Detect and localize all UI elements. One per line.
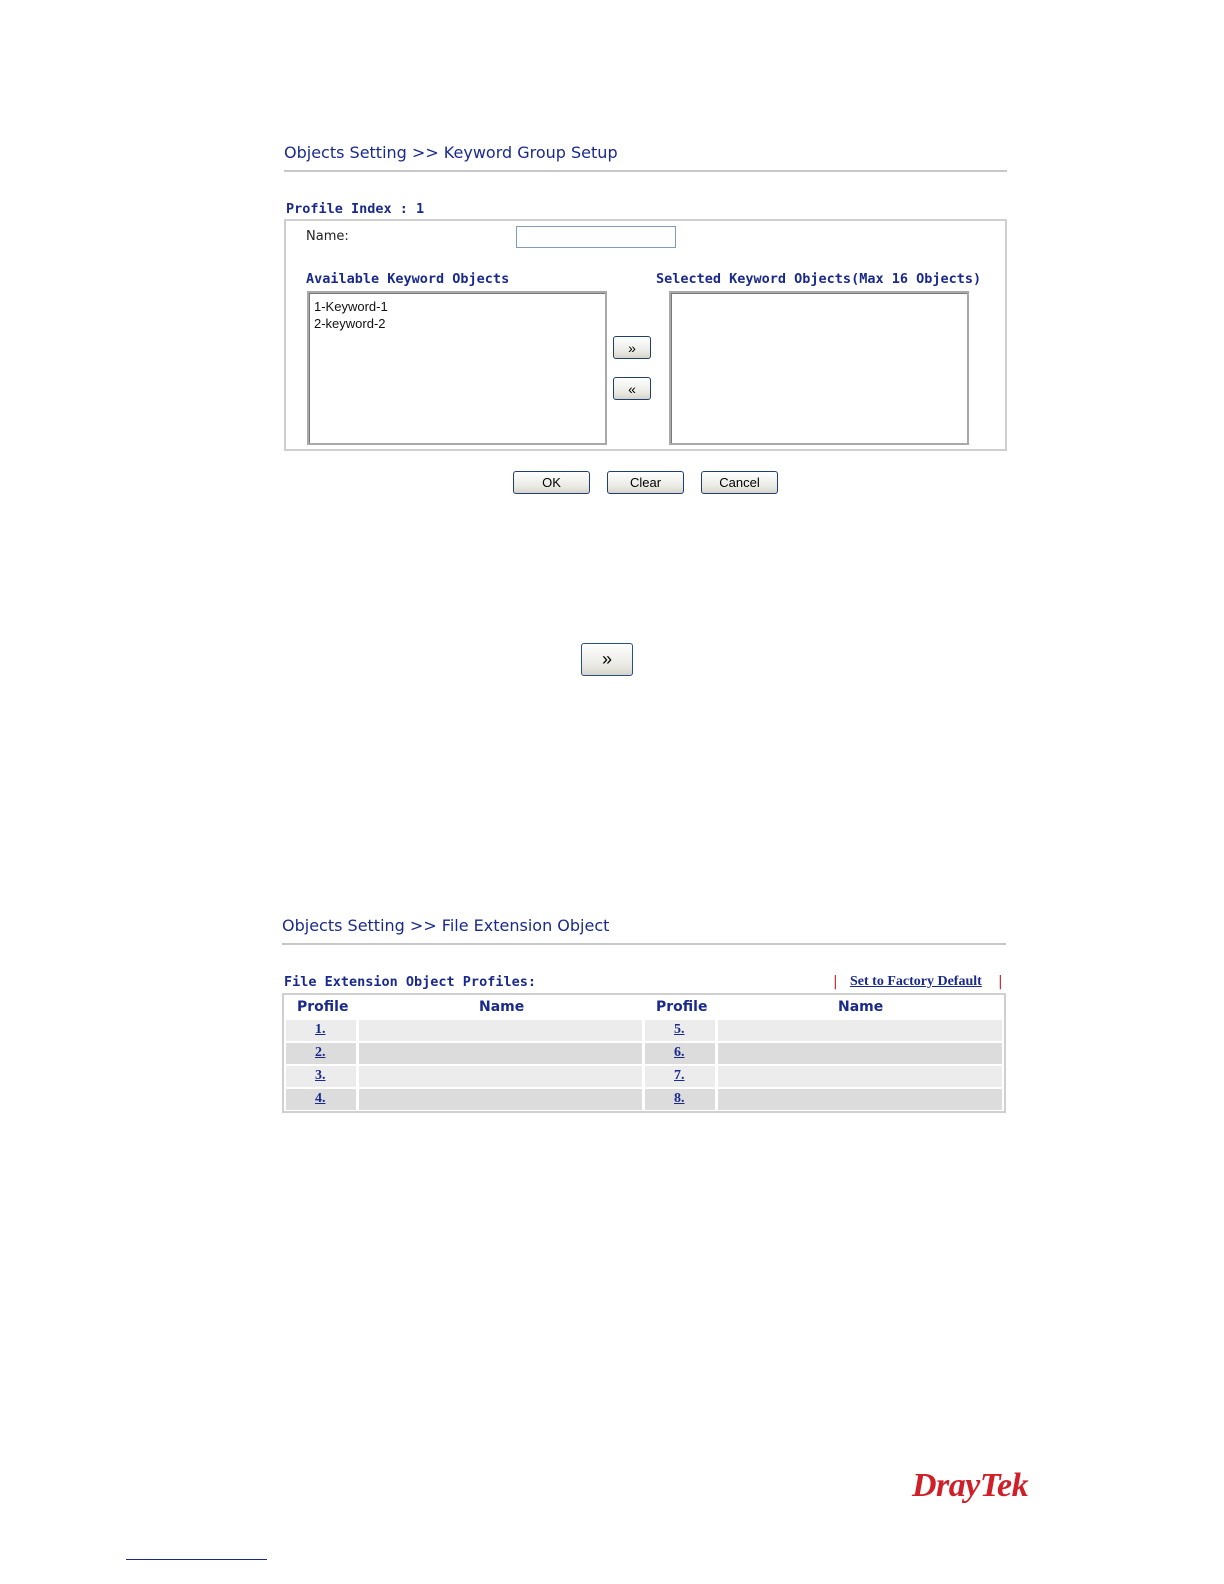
file-extension-title: Objects Setting >> File Extension Object: [282, 916, 610, 935]
profile-link-2[interactable]: 2.: [315, 1045, 326, 1060]
name-cell: [718, 1043, 1002, 1064]
listbox-option[interactable]: 2-keyword-2: [314, 316, 386, 331]
name-cell: [718, 1089, 1002, 1110]
column-header-profile: Profile: [297, 999, 349, 1015]
name-input[interactable]: [516, 226, 676, 248]
profile-link-5[interactable]: 5.: [674, 1022, 685, 1037]
profile-index-label: Profile Index : 1: [286, 201, 425, 217]
ok-button[interactable]: OK: [513, 471, 590, 494]
name-cell: [718, 1020, 1002, 1041]
available-objects-listbox[interactable]: [307, 291, 607, 445]
remove-object-button[interactable]: «: [613, 377, 651, 400]
separator: |: [833, 974, 838, 990]
name-cell: [359, 1020, 642, 1041]
title-divider: [284, 170, 1007, 172]
selected-objects-listbox[interactable]: [669, 291, 969, 445]
profiles-label: File Extension Object Profiles:: [284, 974, 536, 990]
available-objects-label: Available Keyword Objects: [306, 271, 510, 287]
listbox-option[interactable]: 1-Keyword-1: [314, 299, 388, 314]
clear-button[interactable]: Clear: [607, 471, 684, 494]
name-cell: [359, 1043, 642, 1064]
profile-link-3[interactable]: 3.: [315, 1068, 326, 1083]
name-label: Name:: [306, 229, 349, 244]
profile-link-7[interactable]: 7.: [674, 1068, 685, 1083]
cancel-button[interactable]: Cancel: [701, 471, 778, 494]
add-object-button[interactable]: »: [613, 336, 651, 359]
name-cell: [718, 1066, 1002, 1087]
separator: |: [998, 974, 1003, 990]
add-arrow-button-enlarged[interactable]: »: [581, 643, 633, 676]
page-title: Objects Setting >> Keyword Group Setup: [284, 143, 618, 162]
column-header-profile: Profile: [656, 999, 708, 1015]
profile-link-6[interactable]: 6.: [674, 1045, 685, 1060]
profile-link-4[interactable]: 4.: [315, 1091, 326, 1106]
column-header-name: Name: [479, 999, 525, 1015]
selected-objects-label: Selected Keyword Objects(Max 16 Objects): [656, 271, 982, 287]
profile-link-8[interactable]: 8.: [674, 1091, 685, 1106]
footer-divider: [126, 1559, 267, 1560]
name-cell: [359, 1089, 642, 1110]
name-cell: [359, 1066, 642, 1087]
set-factory-default-link[interactable]: Set to Factory Default: [850, 974, 982, 989]
draytek-logo: DrayTek: [912, 1467, 1029, 1504]
column-header-name: Name: [838, 999, 884, 1015]
title-divider: [282, 943, 1006, 945]
profile-link-1[interactable]: 1.: [315, 1022, 326, 1037]
